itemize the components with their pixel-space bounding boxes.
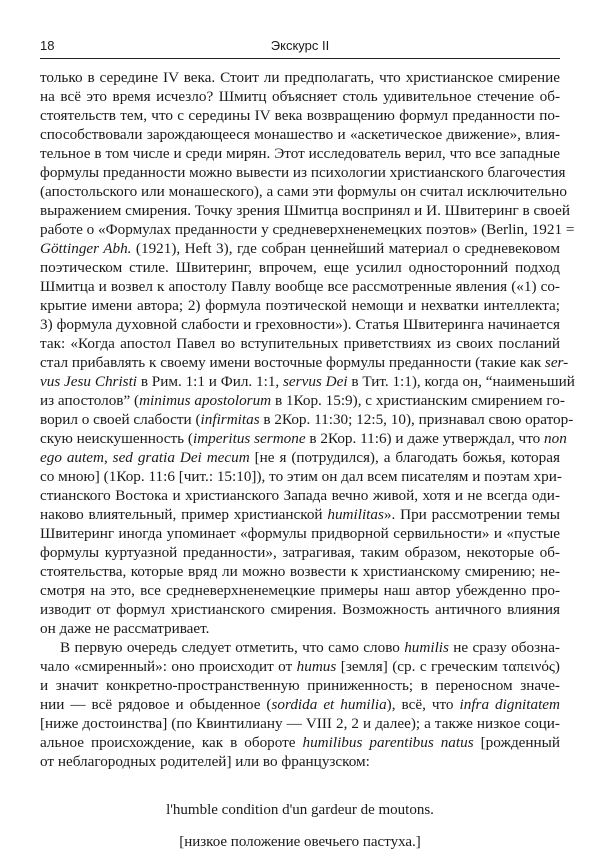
text-line bbox=[40, 220, 575, 239]
text-span: скую неискушенность ( bbox=[40, 430, 193, 447]
italic-text: ego autem, sed gratia Dei mecum bbox=[40, 449, 250, 466]
italic-text: servus Dei bbox=[283, 373, 348, 390]
text-line bbox=[40, 296, 560, 315]
text-line bbox=[40, 106, 560, 125]
text-span: работе о «Формулах преданности у средневерхненемецких поэтов» (Berlin, 1921 = bbox=[40, 221, 575, 238]
text-line bbox=[40, 258, 560, 277]
text-span: в Тит. 1:1), когда он, “наименьший bbox=[347, 373, 575, 390]
body-text bbox=[40, 68, 575, 771]
italic-text: Göttinger Abh. bbox=[40, 240, 132, 257]
header-rule bbox=[40, 58, 560, 59]
text-span: (1921), Heft 3), где собран ценнейший материал о средневековом bbox=[131, 240, 561, 257]
page-number: 18 bbox=[40, 38, 55, 53]
italic-text: non bbox=[544, 430, 567, 447]
italic-text: infra dignitatem bbox=[459, 696, 560, 713]
text-line bbox=[40, 581, 560, 600]
text-span: и значит конкретно-пространственную приниженность; в переносном значе- bbox=[40, 677, 560, 694]
text-span: (апостольского или монашеского), а сами эти формулы он считал исключительно bbox=[40, 183, 568, 200]
italic-text: humilibus parentibus natus bbox=[302, 734, 474, 751]
text-span: в Рим. 1:1 и Фил. 1:1, bbox=[137, 373, 284, 390]
italic-text: imperitus sermone bbox=[192, 430, 306, 447]
text-span: способствовали зарождающееся монашество и «аскетическое движение», влия- bbox=[40, 126, 560, 143]
text-span: [не я (потрудился), а благодать божья, которая bbox=[249, 449, 560, 466]
text-span: смотря на это, все средневерхненемецкие примеры наш автор убежденно про- bbox=[40, 582, 560, 599]
text-span: [ниже достоинства] (по Квинтилиану — VIII 2, 2 и далее); а также низкое соци- bbox=[40, 715, 560, 732]
text-span: от неблагородных родителей] или во французском: bbox=[40, 753, 370, 770]
text-span: формулы преданности можно вывести из психологии христианского благочестия bbox=[40, 164, 566, 181]
text-span: в 1Кор. 15:9), с христианским смирением го- bbox=[271, 392, 565, 409]
text-span: со мною] (1Кор. 11:6 [чит.: 15:10]), то этим он дал всем писателям и поэтам хри- bbox=[40, 468, 562, 485]
text-span: В первую очередь следует отметить, что само слово bbox=[60, 639, 405, 656]
text-span: не сразу обозна- bbox=[448, 639, 560, 656]
text-line bbox=[40, 125, 560, 144]
text-span: он даже не рассматривает. bbox=[40, 620, 210, 637]
text-line bbox=[40, 695, 560, 714]
paragraph bbox=[40, 68, 575, 638]
text-line bbox=[40, 429, 567, 448]
text-span: Швитеринг иногда упоминает «формулы придворной сервильности» и «пустые bbox=[40, 525, 560, 542]
text-line bbox=[40, 505, 560, 524]
text-span: альное происхождение, как в обороте bbox=[40, 734, 303, 751]
text-line bbox=[40, 182, 568, 201]
text-line bbox=[40, 163, 566, 182]
running-title: Экскурс II bbox=[270, 38, 330, 53]
text-span: 3) формула духовной слабости и греховности»). Статья Швитеринга начинается bbox=[40, 316, 560, 333]
text-span: только в середине IV века. Стоит ли предполагать, что христианское смирение bbox=[40, 69, 560, 86]
text-line bbox=[40, 410, 574, 429]
text-span: наково влиятельный, пример христианской bbox=[40, 506, 328, 523]
text-line bbox=[40, 638, 560, 657]
text-line bbox=[40, 619, 560, 638]
text-line bbox=[40, 657, 560, 676]
italic-text: sordida et humilia bbox=[271, 696, 387, 713]
text-span: тельное в том числе и среди мирян. Этот исследователь верил, что все западные bbox=[40, 145, 560, 162]
text-line bbox=[40, 391, 565, 410]
text-span: нии — всё рядовое и обыденное ( bbox=[40, 696, 272, 713]
text-line bbox=[40, 201, 570, 220]
italic-text: humus bbox=[296, 658, 337, 675]
text-span: на всё это время исчезло? Шмитц объясняет столь удивительное стечение об- bbox=[40, 88, 560, 105]
text-line bbox=[40, 448, 560, 467]
text-line bbox=[40, 714, 560, 733]
text-line bbox=[40, 486, 560, 505]
text-span: ворил о своей слабости ( bbox=[40, 411, 201, 428]
paragraph bbox=[40, 638, 560, 771]
text-line bbox=[40, 144, 560, 163]
quote-original: l'humble condition d'un gardeur de moutons. bbox=[166, 802, 434, 818]
text-span: так: «Когда апостол Павел во вступительных приветствиях из своих посланий bbox=[40, 335, 560, 352]
text-span: [земля] (ср. с греческим ταπεινός) bbox=[336, 658, 560, 675]
text-span: ), всё, что bbox=[386, 696, 460, 713]
text-line bbox=[40, 562, 560, 581]
text-line bbox=[40, 372, 575, 391]
text-span: Шмитца и возвел к апостолу Павлу вообще все рассмотренные явления («1) со- bbox=[40, 278, 560, 295]
italic-text: vus Jesu Christi bbox=[40, 373, 138, 390]
text-span: [рожденный bbox=[473, 734, 560, 751]
text-span: в 2Кор. 11:6) и даже утверждал, что bbox=[305, 430, 545, 447]
italic-text: infirmitas bbox=[200, 411, 260, 428]
text-line bbox=[40, 277, 560, 296]
text-line bbox=[40, 87, 560, 106]
italic-text: humilis bbox=[404, 639, 449, 656]
text-span: стал прибавлять к своему имени восточные формулы преданности (такие как bbox=[40, 354, 545, 371]
text-line bbox=[40, 239, 560, 258]
running-header bbox=[40, 38, 560, 58]
text-line bbox=[40, 600, 560, 619]
text-line bbox=[40, 676, 560, 695]
text-line bbox=[40, 543, 560, 562]
text-span: крытие имени автора; 2) формула поэтической немощи и нехватки интеллекта; bbox=[40, 297, 560, 314]
text-span: ». При рассмотрении темы bbox=[383, 506, 560, 523]
italic-text: humilitas bbox=[327, 506, 384, 523]
text-line bbox=[40, 733, 560, 752]
text-line bbox=[40, 524, 560, 543]
text-span: формулы куртуазной преданности», затрагивая, таким образом, некоторые об- bbox=[40, 544, 560, 561]
text-line bbox=[40, 334, 560, 353]
text-line bbox=[40, 752, 560, 771]
text-line bbox=[40, 467, 560, 486]
text-line bbox=[40, 315, 560, 334]
quote-translation: [низкое положение овечьего пастуха.] bbox=[179, 834, 421, 850]
italic-text: ser- bbox=[544, 354, 569, 371]
text-span: стианского Востока и христианского Запада вечно живой, хотя и не всегда оди- bbox=[40, 487, 560, 504]
text-span: поэтическом стиле. Швитеринг, впрочем, еще усилил односторонний подход bbox=[40, 259, 560, 276]
italic-text: minimus apostolorum bbox=[139, 392, 272, 409]
text-span: выражением смирения. Точку зрения Шмитца воспринял и И. Швитеринг в своей bbox=[40, 202, 570, 219]
text-span: чало «смиренный»: оно происходит от bbox=[40, 658, 297, 675]
text-span: изводит от формул христианского смирения. Возможность античного влияния bbox=[40, 601, 560, 618]
text-span: стоятельства, которые вряд ли можно возвести к христианскому смирению; не- bbox=[40, 563, 560, 580]
text-line bbox=[40, 68, 560, 87]
text-span: в 2Кор. 11:30; 12:5, 10), признавал свою оратор- bbox=[259, 411, 574, 428]
text-line bbox=[40, 353, 569, 372]
text-span: из апостолов” ( bbox=[40, 392, 140, 409]
text-span: стоятельств тем, что с середины IV века возвращению формул преданности по- bbox=[40, 107, 560, 124]
